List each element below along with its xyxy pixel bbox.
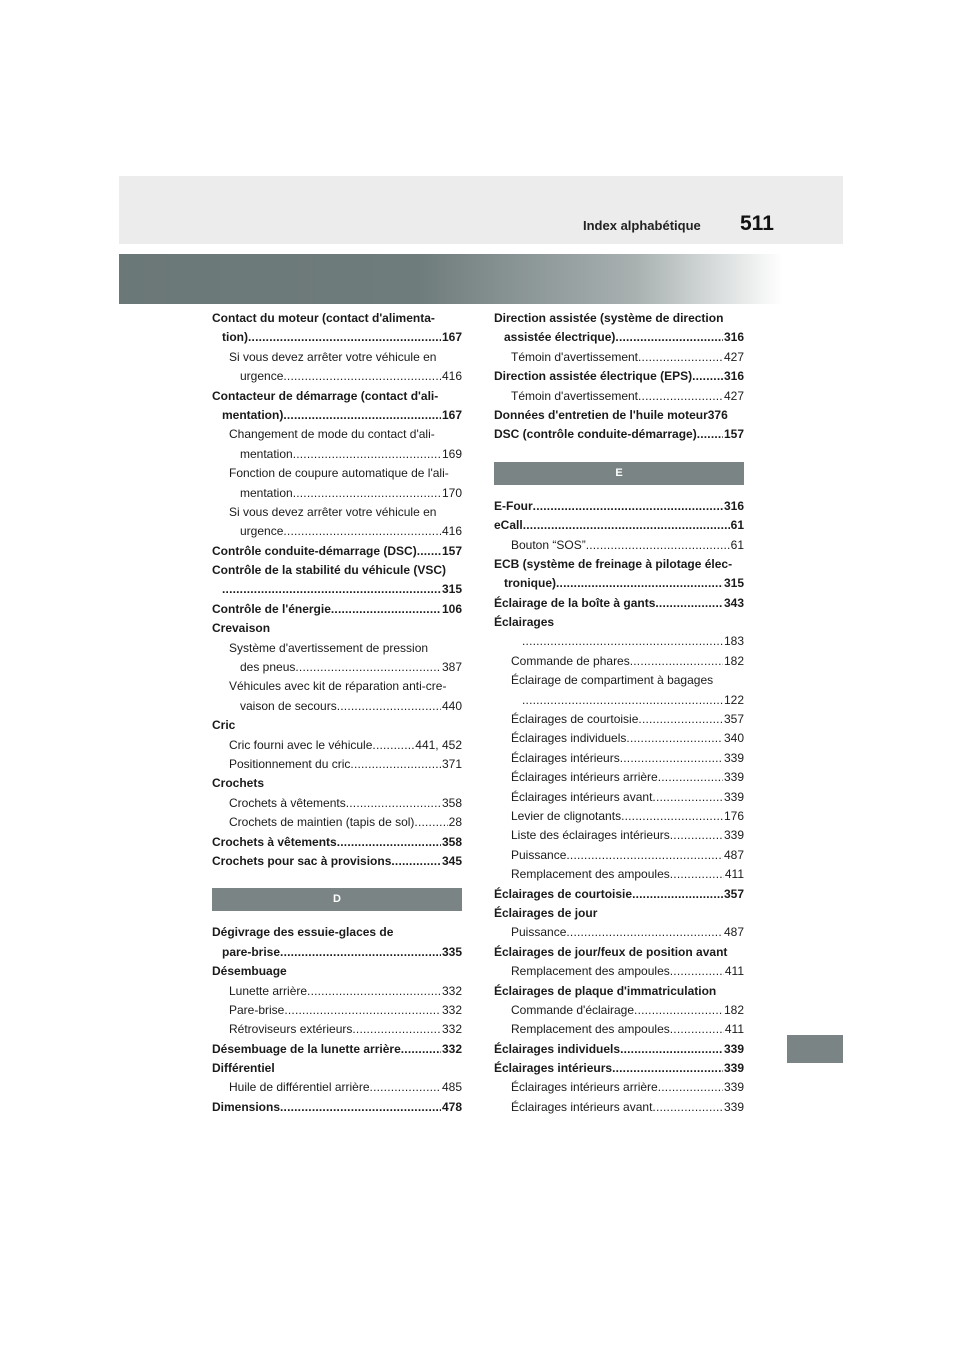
index-entry: [494, 497, 744, 516]
dot-leader: [346, 794, 441, 813]
entry-text: Crochets à vêtements: [229, 795, 346, 810]
index-subentry: [494, 768, 744, 787]
page-reference: 316: [723, 330, 744, 345]
page-reference: 357: [723, 886, 744, 901]
index-entry: [212, 852, 462, 871]
index-entry: [494, 367, 744, 386]
header-gradient-bar: [119, 254, 783, 304]
entry-text: Éclairage de la boîte à gants: [494, 595, 656, 610]
page-reference: 357: [723, 712, 744, 727]
entry-text: tion): [222, 330, 248, 345]
index-entry: Crochets: [212, 776, 265, 791]
index-subentry: [494, 826, 744, 845]
index-subentry: [494, 749, 744, 768]
entry-text: Puissance: [511, 925, 567, 940]
entry-text: Éclairages individuels: [494, 1041, 621, 1056]
index-entry: [494, 574, 744, 593]
index-subentry: [212, 813, 462, 832]
index-entry: [494, 328, 744, 347]
page-reference: 339: [723, 1099, 744, 1114]
index-subentry: [494, 632, 744, 651]
index-subentry: [212, 794, 462, 813]
entry-text: Dimensions: [212, 1099, 281, 1114]
dot-leader: [283, 406, 441, 425]
index-entry: Cric: [212, 718, 236, 733]
entry-text: Éclairages intérieurs arrière: [511, 770, 658, 785]
dot-leader: [293, 484, 441, 503]
entry-text: Huile de différentiel arrière: [229, 1080, 370, 1095]
page-reference: 339: [723, 789, 744, 804]
index-subentry: [494, 1098, 744, 1117]
index-subentry: [212, 658, 462, 677]
index-entry: [494, 885, 744, 904]
page-reference: 411: [724, 1022, 744, 1037]
index-subentry: [494, 1001, 744, 1020]
dot-leader: [652, 1098, 723, 1117]
page-reference: 485: [441, 1080, 462, 1095]
index-subentry: [494, 348, 744, 367]
page-reference: 339: [723, 1041, 744, 1056]
dot-leader: [284, 1001, 441, 1020]
index-subentry: [494, 729, 744, 748]
index-subentry: [494, 691, 744, 710]
entry-text: DSC (contrôle conduite-démarrage): [494, 427, 697, 442]
page-reference: 316: [723, 498, 744, 513]
page-reference: 335: [441, 944, 462, 959]
index-subentry: Fonction de coupure automatique de l'ali-: [229, 466, 449, 481]
dot-leader: [612, 1059, 723, 1078]
dot-leader: [337, 697, 441, 716]
side-thumb-tab: [787, 1035, 843, 1063]
page-reference: 441, 452: [415, 737, 462, 752]
entry-text: Éclairages intérieurs avant: [511, 789, 653, 804]
page-reference: 339: [723, 750, 744, 765]
dot-leader: [337, 833, 441, 852]
dot-leader: [417, 542, 441, 561]
entry-text: Témoin d'avertissement: [511, 349, 639, 364]
entry-text: des pneus: [240, 660, 296, 675]
page-reference: 332: [441, 1002, 462, 1017]
index-column-left: [212, 309, 462, 1117]
index-subentry: Si vous devez arrêter votre véhicule en: [229, 504, 437, 519]
page-reference: 339: [723, 770, 744, 785]
page-reference: 416: [441, 369, 462, 384]
dot-leader: [632, 885, 723, 904]
entry-text: E-Four: [494, 498, 533, 513]
entry-text: mentation: [240, 485, 293, 500]
entry-text: Désembuage de la lunette arrière: [212, 1041, 401, 1056]
index-entry: Éclairages: [494, 615, 555, 630]
page-reference: 157: [723, 427, 744, 442]
entry-text: Levier de clignotants: [511, 808, 622, 823]
page-reference: 427: [723, 349, 744, 364]
index-entry: [212, 833, 462, 852]
page-reference: 61: [730, 518, 744, 533]
index-subentry: Véhicules avec kit de réparation anti-cre-: [229, 679, 447, 694]
entry-text: eCall: [494, 518, 523, 533]
dot-leader: [280, 1098, 441, 1117]
dot-leader: [222, 580, 441, 599]
dot-leader: [586, 536, 730, 555]
page-reference: 167: [441, 407, 462, 422]
header-title: Index alphabétique: [583, 218, 701, 233]
index-entry: [494, 594, 744, 613]
entry-text: Direction assistée électrique (EPS): [494, 369, 693, 384]
page-reference: 169: [441, 446, 462, 461]
entry-text: Lunette arrière: [229, 983, 308, 998]
dot-leader: [248, 328, 441, 347]
index-subentry: [494, 923, 744, 942]
dot-leader: [697, 425, 723, 444]
page-reference: 106: [441, 601, 462, 616]
page-reference: 339: [723, 1061, 744, 1076]
page-reference: 358: [441, 834, 462, 849]
entry-text: vaison de secours: [240, 698, 337, 713]
dot-leader: [638, 710, 723, 729]
index-subentry: [212, 755, 462, 774]
entry-text: Puissance: [511, 847, 567, 862]
dot-leader: [295, 658, 441, 677]
page-reference: 440: [441, 698, 462, 713]
page-reference: 182: [723, 653, 744, 668]
index-entry: [212, 580, 462, 599]
dot-leader: [670, 865, 724, 884]
dot-leader: [391, 852, 441, 871]
dot-leader: [283, 367, 441, 386]
index-subentry: [494, 652, 744, 671]
page-reference: 182: [723, 1002, 744, 1017]
page-reference: 183: [723, 634, 744, 649]
page-reference: 176: [723, 808, 744, 823]
page-reference: 487: [723, 925, 744, 940]
page-reference: 339: [723, 828, 744, 843]
dot-leader: [283, 522, 441, 541]
section-letter-bar: D: [212, 888, 462, 911]
page-reference: 316: [723, 369, 744, 384]
page-reference: 339: [723, 1080, 744, 1095]
index-subentry: Système d'avertissement de pression: [229, 640, 429, 655]
entry-text: Témoin d'avertissement: [511, 388, 639, 403]
dot-leader: [620, 749, 723, 768]
page-reference: 343: [723, 595, 744, 610]
index-column-right: [494, 309, 744, 1117]
index-entry: Contact du moteur (contact d'alimenta-: [212, 311, 435, 325]
index-subentry: [212, 522, 462, 541]
index-subentry: [494, 710, 744, 729]
entry-text: Bouton “SOS”: [511, 537, 586, 552]
entry-text: Contrôle conduite-démarrage (DSC): [212, 543, 417, 558]
page-reference: 167: [441, 330, 462, 345]
dot-leader: [670, 1020, 724, 1039]
index-subentry: [494, 387, 744, 406]
entry-text: Remplacement des ampoules: [511, 964, 670, 979]
entry-text: Contrôle de l'énergie: [212, 601, 331, 616]
dot-leader: [566, 923, 723, 942]
page-reference: 340: [723, 731, 744, 746]
index-entry: [212, 943, 462, 962]
page-reference: 122: [723, 692, 744, 707]
entry-text: Cric fourni avec le véhicule: [229, 737, 373, 752]
entry-text: Éclairages intérieurs: [511, 750, 620, 765]
index-entry: Contrôle de la stabilité du véhicule (VSC): [212, 563, 447, 578]
index-subentry: [494, 807, 744, 826]
page-reference: 345: [441, 853, 462, 868]
entry-text: urgence: [240, 369, 284, 384]
page-reference: 157: [441, 543, 462, 558]
page-reference: 387: [441, 660, 462, 675]
index-entry: Éclairages de jour: [494, 905, 598, 920]
index-entry: Direction assistée (système de direction: [494, 311, 724, 325]
index-entry: [212, 406, 462, 425]
index-subentry: Éclairage de compartiment à bagages: [511, 673, 714, 688]
index-subentry: [212, 445, 462, 464]
page-reference: 315: [723, 576, 744, 591]
index-entry: Éclairages de jour/feux de position avant: [494, 944, 728, 959]
dot-leader: [630, 652, 723, 671]
entry-text: mentation): [222, 407, 284, 422]
dot-leader: [658, 1078, 723, 1097]
page-reference: 332: [441, 1022, 462, 1037]
dot-leader: [372, 736, 414, 755]
index-entry: Données d'entretien de l'huile moteur376: [494, 407, 728, 422]
entry-text: Rétroviseurs extérieurs: [229, 1022, 353, 1037]
index-entry: [494, 1040, 744, 1059]
index-entry: [494, 516, 744, 535]
page-reference: 28: [448, 815, 462, 830]
index-subentry: [494, 865, 744, 884]
page-reference: 411: [724, 964, 744, 979]
index-entry: [212, 328, 462, 347]
entry-text: Crochets pour sac à provisions: [212, 853, 392, 868]
entry-text: Commande de phares: [511, 653, 630, 668]
page-reference: 487: [723, 847, 744, 862]
dot-leader: [556, 574, 723, 593]
dot-leader: [370, 1078, 441, 1097]
dot-leader: [621, 807, 723, 826]
dot-leader: [615, 328, 723, 347]
index-subentry: [212, 697, 462, 716]
entry-text: Liste des éclairages intérieurs: [511, 828, 670, 843]
dot-leader: [638, 348, 723, 367]
index-entry: ECB (système de freinage à pilotage élec-: [494, 556, 733, 571]
dot-leader: [331, 600, 441, 619]
index-subentry: [494, 1078, 744, 1097]
entry-text: Crochets de maintien (tapis de sol): [229, 815, 415, 830]
dot-leader: [638, 387, 723, 406]
index-entry: Contacteur de démarrage (contact d'ali-: [212, 388, 439, 403]
header-band: [119, 176, 843, 244]
entry-text: Éclairages de courtoisie: [511, 712, 639, 727]
index-subentry: [212, 1001, 462, 1020]
index-subentry: [494, 846, 744, 865]
index-entry: [212, 600, 462, 619]
dot-leader: [352, 1020, 441, 1039]
entry-text: urgence: [240, 524, 284, 539]
entry-text: Éclairages de courtoisie: [494, 886, 633, 901]
dot-leader: [307, 982, 441, 1001]
dot-leader: [522, 691, 723, 710]
index-subentry: [212, 736, 462, 755]
dot-leader: [670, 962, 724, 981]
index-entry: Éclairages de plaque d'immatriculation: [494, 983, 717, 998]
index-subentry: Si vous devez arrêter votre véhicule en: [229, 349, 437, 364]
dot-leader: [523, 516, 730, 535]
entry-text: pare-brise: [222, 944, 281, 959]
entry-text: Pare-brise: [229, 1002, 285, 1017]
index-subentry: [494, 962, 744, 981]
entry-text: Éclairages intérieurs arrière: [511, 1080, 658, 1095]
index-entry: Différentiel: [212, 1061, 275, 1076]
entry-text: Crochets à vêtements: [212, 834, 337, 849]
entry-text: Remplacement des ampoules: [511, 867, 670, 882]
entry-text: mentation: [240, 446, 293, 461]
dot-leader: [670, 826, 723, 845]
dot-leader: [655, 594, 723, 613]
index-entry: [494, 1059, 744, 1078]
index-subentry: [494, 1020, 744, 1039]
dot-leader: [626, 729, 723, 748]
dot-leader: [620, 1040, 723, 1059]
dot-leader: [280, 943, 441, 962]
index-entry: [212, 1098, 462, 1117]
dot-leader: [652, 788, 723, 807]
dot-leader: [350, 755, 441, 774]
index-subentry: [212, 1020, 462, 1039]
dot-leader: [414, 813, 447, 832]
page-reference: 427: [723, 388, 744, 403]
index-entry: Crevaison: [212, 621, 271, 636]
section-letter-bar: E: [494, 462, 744, 485]
entry-text: Éclairages intérieurs avant: [511, 1099, 653, 1114]
page-reference: 416: [441, 524, 462, 539]
entry-text: assistée électrique): [504, 330, 616, 345]
dot-leader: [401, 1040, 441, 1059]
index-subentry: [494, 536, 744, 555]
entry-text: Positionnement du cric: [229, 756, 351, 771]
dot-leader: [658, 768, 723, 787]
dot-leader: [566, 846, 723, 865]
index-entry: Dégivrage des essuie-glaces de: [212, 925, 394, 940]
index-entry: [212, 1040, 462, 1059]
entry-text: tronique): [504, 576, 556, 591]
dot-leader: [293, 445, 441, 464]
page-reference: 478: [441, 1099, 462, 1114]
index-entry: Désembuage: [212, 964, 287, 979]
page-reference: 332: [441, 983, 462, 998]
entry-text: Commande d'éclairage: [511, 1002, 635, 1017]
index-subentry: [212, 982, 462, 1001]
index-subentry: [212, 484, 462, 503]
index-subentry: [212, 367, 462, 386]
page-reference: 61: [730, 537, 744, 552]
index-subentry: [494, 788, 744, 807]
index-subentry: [212, 1078, 462, 1097]
page-number: 511: [740, 212, 774, 235]
dot-leader: [533, 497, 723, 516]
dot-leader: [634, 1001, 723, 1020]
page-reference: 371: [441, 756, 462, 771]
index-subentry: Changement de mode du contact d'ali-: [229, 427, 435, 442]
page-reference: 411: [724, 867, 744, 882]
dot-leader: [522, 632, 723, 651]
index-entry: [212, 542, 462, 561]
dot-leader: [692, 367, 723, 386]
page-reference: 170: [441, 485, 462, 500]
index-entry: [494, 425, 744, 444]
entry-text: Éclairages individuels: [511, 731, 627, 746]
page-reference: 315: [441, 582, 462, 597]
entry-text: Remplacement des ampoules: [511, 1022, 670, 1037]
page-reference: 332: [441, 1041, 462, 1056]
page-reference: 358: [441, 795, 462, 810]
entry-text: Éclairages intérieurs: [494, 1061, 613, 1076]
